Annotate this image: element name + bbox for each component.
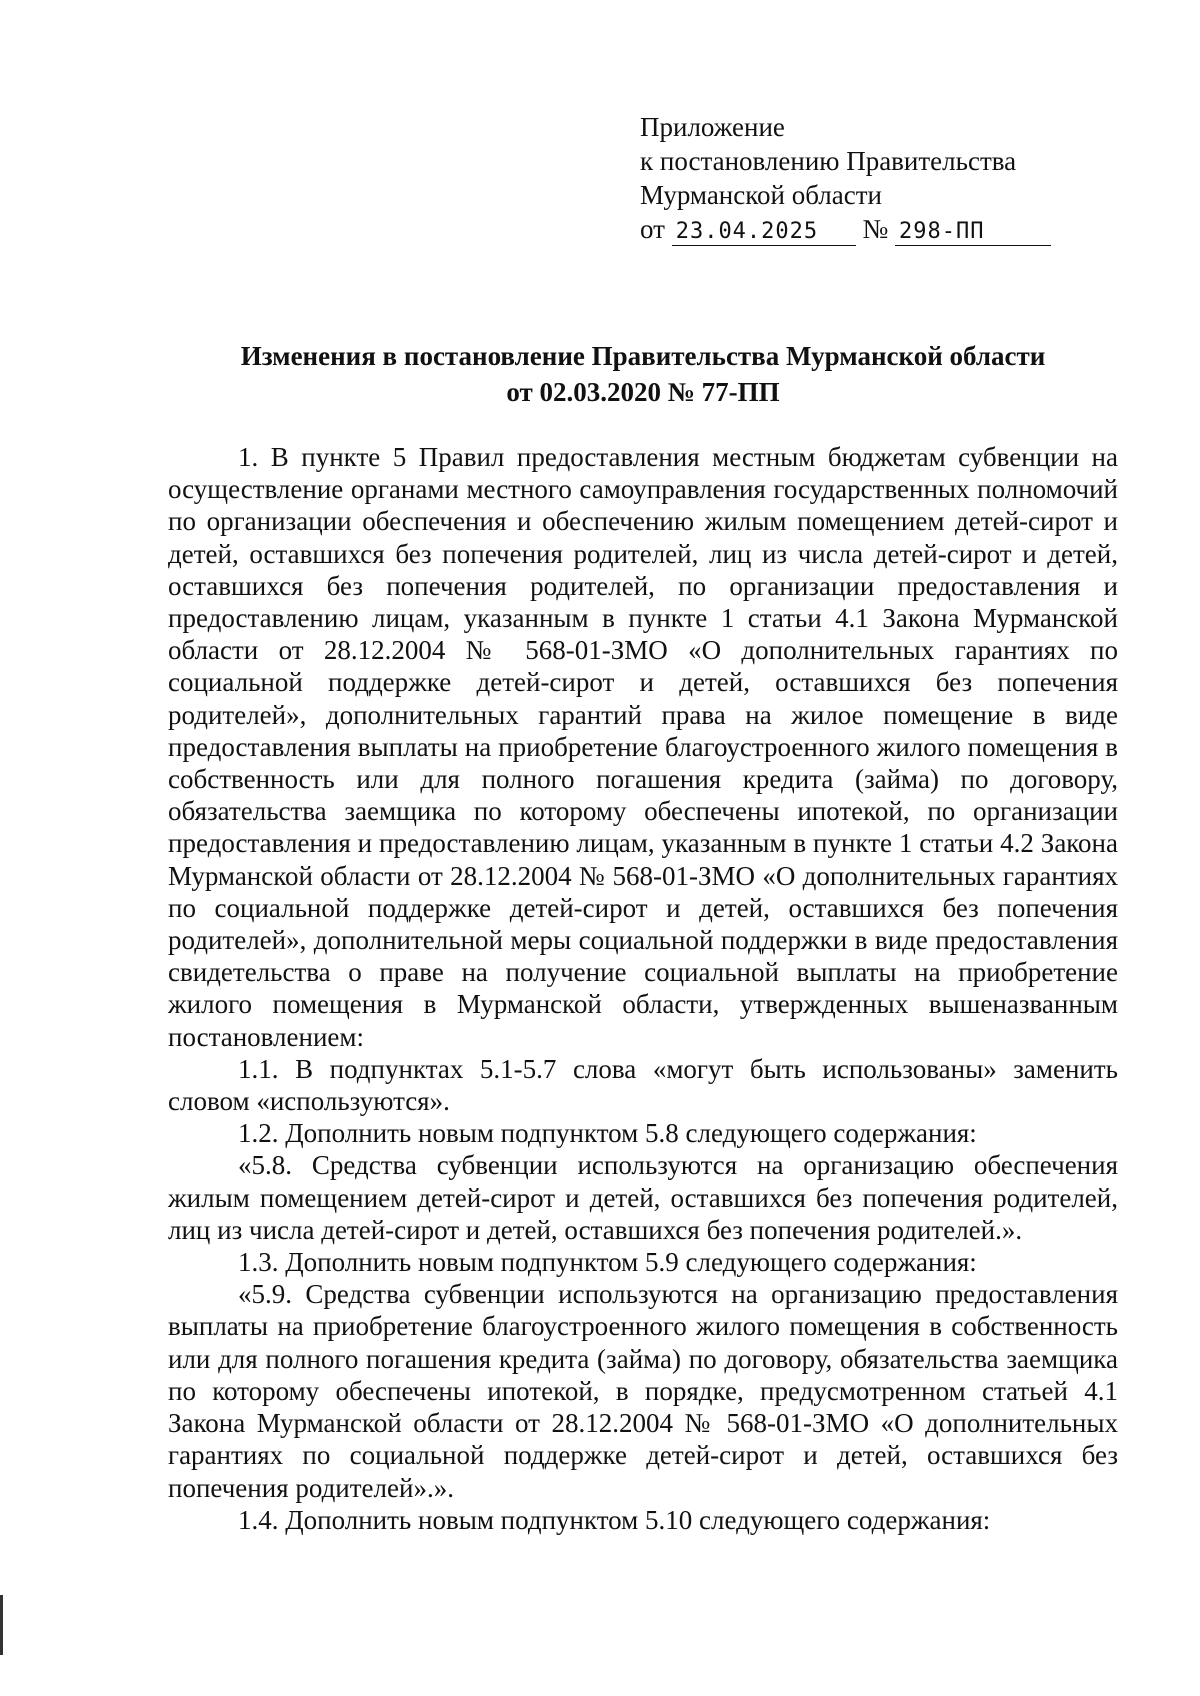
paragraph-5-9-quote: «5.9. Средства субвенции используются на организацию предоставления выплаты на приобретение благоустроенного жилого помещения в собственность или для полного погашения кредита (займа) по договору, обязательства заемщика по которому обеспечены ипотекой, в порядке, предусмотренном статьей 4.1 Закона Мурманской области от 28.12.2004 № 568-01-ЗМО «О дополнительных гарантиях по социальной поддержке детей-сирот и детей, оставшихся без попечения родителей».». <box>168 1279 1118 1503</box>
document-body <box>168 441 1118 1536</box>
number-prefix: № <box>862 214 889 244</box>
resolution-number: 298-ПП <box>895 219 1051 246</box>
title-line-1: Изменения в постановление Правительства Мурманской области <box>240 341 1046 371</box>
paragraph-5-8-quote: «5.8. Средства субвенции используются на организацию обеспечения жилым помещением детей-сирот и детей, оставшихся без попечения родителей, лиц из числа детей-сирот и детей, оставшихся без попечения родителей.». <box>168 1150 1118 1245</box>
paragraph-1-4: 1.4. Дополнить новым подпунктом 5.10 следующего содержания: <box>238 1504 991 1535</box>
document-title <box>168 338 1118 410</box>
paragraph-1-1: 1.1. В подпунктах 5.1-5.7 слова «могут быть использованы» заменить словом «используются». <box>168 1053 1118 1117</box>
appendix-block <box>640 110 1060 246</box>
paragraph-1-3: 1.3. Дополнить новым подпунктом 5.9 следующего содержания: <box>238 1247 977 1278</box>
date-prefix: от <box>640 214 665 244</box>
title-line-2: от 02.03.2020 № 77-ПП <box>506 377 780 407</box>
resolution-date: 23.04.2025 <box>672 219 856 246</box>
appendix-heading: Приложение <box>640 112 785 142</box>
appendix-reference: к постановлению Правительства <box>640 146 1017 176</box>
scan-edge-mark <box>0 1595 3 1655</box>
appendix-region: Мурманской области <box>640 180 882 210</box>
paragraph-1: 1. В пункте 5 Правил предоставления местным бюджетам субвенции на осуществление органами местного самоуправления государственных полномочий по организации обеспечения и обеспечению жилым помещением детей-сирот и детей, оставшихся без попечения родителей, лиц из числа детей-сирот и детей, оставшихся без попечения родителей, по организации предоставления и предоставлению лицам, указанным в пункте 1 статьи 4.1 Закона Мурманской области от 28.12.2004 № 568-01-ЗМО «О дополнительных гарантиях по социальной поддержке детей-сирот и детей, оставшихся без попечения родителей», дополнительных гарантий права на жилое помещение в виде предоставления выплаты на приобретение благоустроенного жилого помещения в собственность или для полного погашения кредита (займа) по договору, обязательства заемщика по которому обеспечены ипотекой, по организации предоставления и предоставлению лицам, указанным в пункте 1 статьи 4.2 Закона Мурманской области от 28.12.2004 № 568-01-ЗМО «О дополнительных гарантиях по социальной поддержке детей-сирот и детей, оставшихся без попечения родителей», дополнительной меры социальной поддержки в виде предоставления свидетельства о праве на получение социальной выплаты на приобретение жилого помещения в Мурманской области, утвержденных вышеназванным постановлением: <box>168 442 1118 1052</box>
paragraph-1-2: 1.2. Дополнить новым подпунктом 5.8 следующего содержания: <box>238 1118 977 1149</box>
appendix-date-line <box>640 212 1060 246</box>
